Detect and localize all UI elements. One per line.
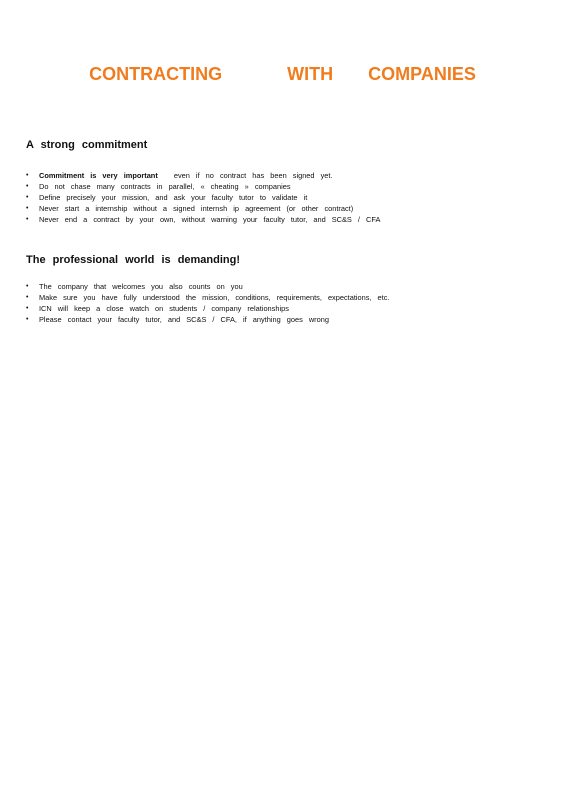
title-word-contracting: CONTRACTING [89, 64, 223, 84]
page-title [0, 64, 565, 85]
bullet-list [26, 170, 546, 225]
bullet-text: even if no contract has been signed yet. [173, 171, 333, 180]
bullet-text: Make sure you have fully understood the mission, conditions, requirements, expectations, etc. [39, 293, 390, 302]
bullet-text: Please contact your faculty tutor, and SC&S / CFA, if anything goes wrong [39, 315, 329, 324]
bullet-text: ICN will keep a close watch on students / company relationships [39, 304, 289, 313]
list-item [26, 281, 546, 292]
list-item [26, 203, 546, 214]
bullet-icon: • [26, 172, 29, 179]
list-item [26, 314, 546, 325]
bullet-text: Define precisely your mission, and ask your faculty tutor to validate it [39, 193, 308, 202]
bullet-text: Never end a contract by your own, without warning your faculty tutor, and SC&S / CFA [39, 215, 381, 224]
section-strong-commitment [26, 139, 546, 225]
bullet-icon: • [26, 205, 29, 212]
bullet-text: Never start a internship without a signed internsh ip agreement (or other contract) [39, 204, 354, 213]
list-item [26, 192, 546, 203]
title-word-with: WITH [287, 64, 334, 84]
bullet-bold-text: Commitment is very important [39, 171, 158, 180]
bullet-icon: • [26, 305, 29, 312]
bullet-text: Do not chase many contracts in parallel, « cheating » companies [39, 182, 291, 191]
bullet-icon: • [26, 216, 29, 223]
section-heading: The professional world is demanding! [26, 254, 241, 266]
bullet-icon: • [26, 183, 29, 190]
bullet-text: The company that welcomes you also counts on you [39, 282, 243, 291]
list-item [26, 181, 546, 192]
bullet-icon: • [26, 283, 29, 290]
bullet-icon: • [26, 316, 29, 323]
section-professional-world [26, 254, 546, 325]
list-item [26, 214, 546, 225]
bullet-icon: • [26, 294, 29, 301]
list-item [26, 303, 546, 314]
list-item [26, 170, 546, 181]
title-word-companies: COMPANIES [368, 64, 476, 84]
section-heading: A strong commitment [26, 139, 148, 151]
bullet-icon: • [26, 194, 29, 201]
bullet-list [26, 281, 546, 325]
list-item [26, 292, 546, 303]
